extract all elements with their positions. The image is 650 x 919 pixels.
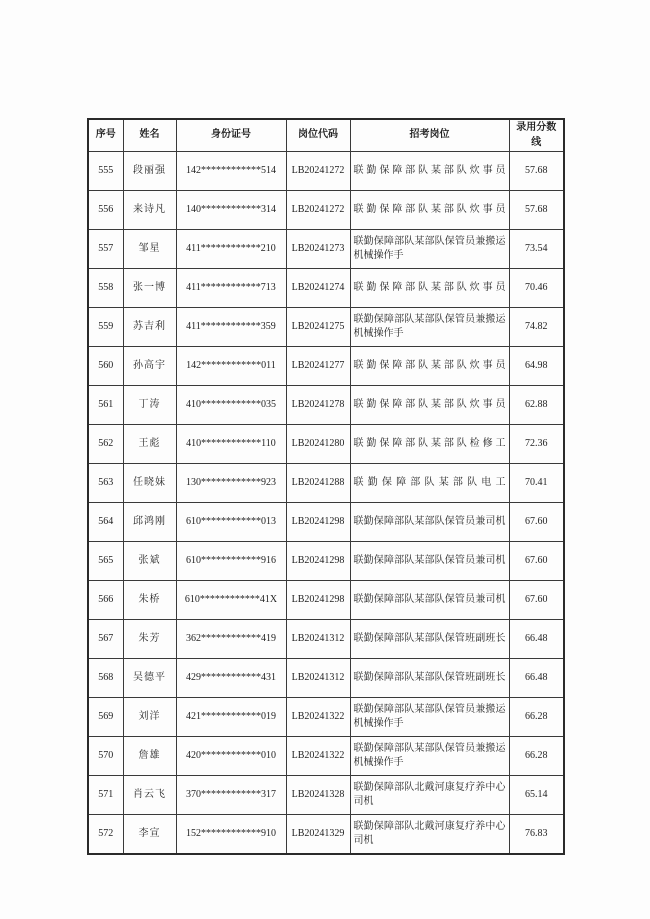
id-number-cell: 370************317 xyxy=(176,776,286,815)
table-row xyxy=(88,503,564,542)
serial-cell: 562 xyxy=(88,425,123,464)
name-cell: 刘洋 xyxy=(123,698,176,737)
table-header-row xyxy=(88,119,564,152)
job-code-cell: LB20241312 xyxy=(286,659,350,698)
position-cell: 联勤保障部队某部队保管员兼搬运机械操作手 xyxy=(350,737,509,776)
name-cell: 段丽强 xyxy=(123,152,176,191)
serial-cell: 558 xyxy=(88,269,123,308)
score-cell: 64.98 xyxy=(509,347,564,386)
name-cell: 朱芳 xyxy=(123,620,176,659)
id-number-cell: 411************359 xyxy=(176,308,286,347)
serial-cell: 560 xyxy=(88,347,123,386)
id-number-cell: 410************035 xyxy=(176,386,286,425)
position-cell: 联勤保障部队某部队保管员兼搬运机械操作手 xyxy=(350,698,509,737)
job-code-cell: LB20241280 xyxy=(286,425,350,464)
score-cell: 67.60 xyxy=(509,581,564,620)
table-row xyxy=(88,815,564,855)
table-row xyxy=(88,347,564,386)
table-row xyxy=(88,737,564,776)
recruitment-score-table xyxy=(87,118,565,855)
table-row xyxy=(88,425,564,464)
position-cell: 联勤保障部队某部队保管班副班长 xyxy=(350,659,509,698)
name-cell: 李宣 xyxy=(123,815,176,855)
serial-cell: 555 xyxy=(88,152,123,191)
score-cell: 65.14 xyxy=(509,776,564,815)
score-cell: 66.28 xyxy=(509,737,564,776)
position-cell: 联勤保障部队某部队检修工 xyxy=(350,425,509,464)
header-id-number: 身份证号 xyxy=(176,119,286,152)
table-row xyxy=(88,230,564,269)
position-cell: 联勤保障部队某部队保管员兼司机 xyxy=(350,581,509,620)
score-cell: 72.36 xyxy=(509,425,564,464)
id-number-cell: 410************110 xyxy=(176,425,286,464)
position-cell: 联勤保障部队某部队电工 xyxy=(350,464,509,503)
job-code-cell: LB20241272 xyxy=(286,191,350,230)
score-cell: 74.82 xyxy=(509,308,564,347)
position-cell: 联勤保障部队某部队炊事员 xyxy=(350,152,509,191)
job-code-cell: LB20241278 xyxy=(286,386,350,425)
table-row xyxy=(88,542,564,581)
name-cell: 邱鸿刚 xyxy=(123,503,176,542)
position-cell: 联勤保障部队某部队保管员兼司机 xyxy=(350,503,509,542)
score-cell: 66.28 xyxy=(509,698,564,737)
table-row xyxy=(88,620,564,659)
job-code-cell: LB20241273 xyxy=(286,230,350,269)
header-position: 招考岗位 xyxy=(350,119,509,152)
id-number-cell: 142************514 xyxy=(176,152,286,191)
job-code-cell: LB20241312 xyxy=(286,620,350,659)
serial-cell: 564 xyxy=(88,503,123,542)
serial-cell: 565 xyxy=(88,542,123,581)
serial-cell: 563 xyxy=(88,464,123,503)
name-cell: 孙高宇 xyxy=(123,347,176,386)
id-number-cell: 610************916 xyxy=(176,542,286,581)
serial-cell: 567 xyxy=(88,620,123,659)
job-code-cell: LB20241328 xyxy=(286,776,350,815)
id-number-cell: 142************011 xyxy=(176,347,286,386)
job-code-cell: LB20241298 xyxy=(286,503,350,542)
job-code-cell: LB20241322 xyxy=(286,737,350,776)
table-row xyxy=(88,308,564,347)
score-cell: 70.46 xyxy=(509,269,564,308)
id-number-cell: 429************431 xyxy=(176,659,286,698)
table-row xyxy=(88,659,564,698)
id-number-cell: 130************923 xyxy=(176,464,286,503)
score-cell: 66.48 xyxy=(509,620,564,659)
id-number-cell: 152************910 xyxy=(176,815,286,855)
job-code-cell: LB20241322 xyxy=(286,698,350,737)
position-cell: 联勤保障部队北戴河康复疗养中心司机 xyxy=(350,776,509,815)
id-number-cell: 421************019 xyxy=(176,698,286,737)
position-cell: 联勤保障部队某部队保管员兼搬运机械操作手 xyxy=(350,308,509,347)
name-cell: 丁涛 xyxy=(123,386,176,425)
table-row xyxy=(88,581,564,620)
name-cell: 王彪 xyxy=(123,425,176,464)
name-cell: 邹星 xyxy=(123,230,176,269)
table-header xyxy=(88,119,564,152)
name-cell: 吴德平 xyxy=(123,659,176,698)
serial-cell: 569 xyxy=(88,698,123,737)
serial-cell: 557 xyxy=(88,230,123,269)
id-number-cell: 610************41X xyxy=(176,581,286,620)
header-serial: 序号 xyxy=(88,119,123,152)
table-body xyxy=(88,152,564,855)
serial-cell: 572 xyxy=(88,815,123,855)
table-row xyxy=(88,464,564,503)
job-code-cell: LB20241298 xyxy=(286,581,350,620)
score-cell: 62.88 xyxy=(509,386,564,425)
job-code-cell: LB20241288 xyxy=(286,464,350,503)
table-row xyxy=(88,269,564,308)
name-cell: 詹雄 xyxy=(123,737,176,776)
table-row xyxy=(88,191,564,230)
job-code-cell: LB20241329 xyxy=(286,815,350,855)
position-cell: 联勤保障部队某部队炊事员 xyxy=(350,269,509,308)
job-code-cell: LB20241275 xyxy=(286,308,350,347)
job-code-cell: LB20241277 xyxy=(286,347,350,386)
position-cell: 联勤保障部队某部队保管员兼司机 xyxy=(350,542,509,581)
table-row xyxy=(88,698,564,737)
name-cell: 肖云飞 xyxy=(123,776,176,815)
position-cell: 联勤保障部队某部队炊事员 xyxy=(350,347,509,386)
table-row xyxy=(88,386,564,425)
position-cell: 联勤保障部队某部队炊事员 xyxy=(350,191,509,230)
score-cell: 57.68 xyxy=(509,191,564,230)
header-score-line: 录用分数线 xyxy=(509,119,564,152)
table-row xyxy=(88,152,564,191)
job-code-cell: LB20241272 xyxy=(286,152,350,191)
serial-cell: 566 xyxy=(88,581,123,620)
position-cell: 联勤保障部队某部队保管班副班长 xyxy=(350,620,509,659)
job-code-cell: LB20241274 xyxy=(286,269,350,308)
serial-cell: 568 xyxy=(88,659,123,698)
score-cell: 70.41 xyxy=(509,464,564,503)
score-cell: 73.54 xyxy=(509,230,564,269)
id-number-cell: 420************010 xyxy=(176,737,286,776)
score-cell: 67.60 xyxy=(509,503,564,542)
table-row xyxy=(88,776,564,815)
name-cell: 任晓妹 xyxy=(123,464,176,503)
score-cell: 66.48 xyxy=(509,659,564,698)
name-cell: 张一博 xyxy=(123,269,176,308)
id-number-cell: 140************314 xyxy=(176,191,286,230)
header-job-code: 岗位代码 xyxy=(286,119,350,152)
name-cell: 来诗凡 xyxy=(123,191,176,230)
name-cell: 苏吉利 xyxy=(123,308,176,347)
id-number-cell: 411************210 xyxy=(176,230,286,269)
name-cell: 张斌 xyxy=(123,542,176,581)
id-number-cell: 411************713 xyxy=(176,269,286,308)
score-cell: 76.83 xyxy=(509,815,564,855)
name-cell: 朱桥 xyxy=(123,581,176,620)
position-cell: 联勤保障部队某部队保管员兼搬运机械操作手 xyxy=(350,230,509,269)
serial-cell: 556 xyxy=(88,191,123,230)
serial-cell: 570 xyxy=(88,737,123,776)
id-number-cell: 362************419 xyxy=(176,620,286,659)
job-code-cell: LB20241298 xyxy=(286,542,350,581)
score-cell: 57.68 xyxy=(509,152,564,191)
position-cell: 联勤保障部队北戴河康复疗养中心司机 xyxy=(350,815,509,855)
serial-cell: 561 xyxy=(88,386,123,425)
score-cell: 67.60 xyxy=(509,542,564,581)
header-name: 姓名 xyxy=(123,119,176,152)
serial-cell: 571 xyxy=(88,776,123,815)
serial-cell: 559 xyxy=(88,308,123,347)
position-cell: 联勤保障部队某部队炊事员 xyxy=(350,386,509,425)
id-number-cell: 610************013 xyxy=(176,503,286,542)
